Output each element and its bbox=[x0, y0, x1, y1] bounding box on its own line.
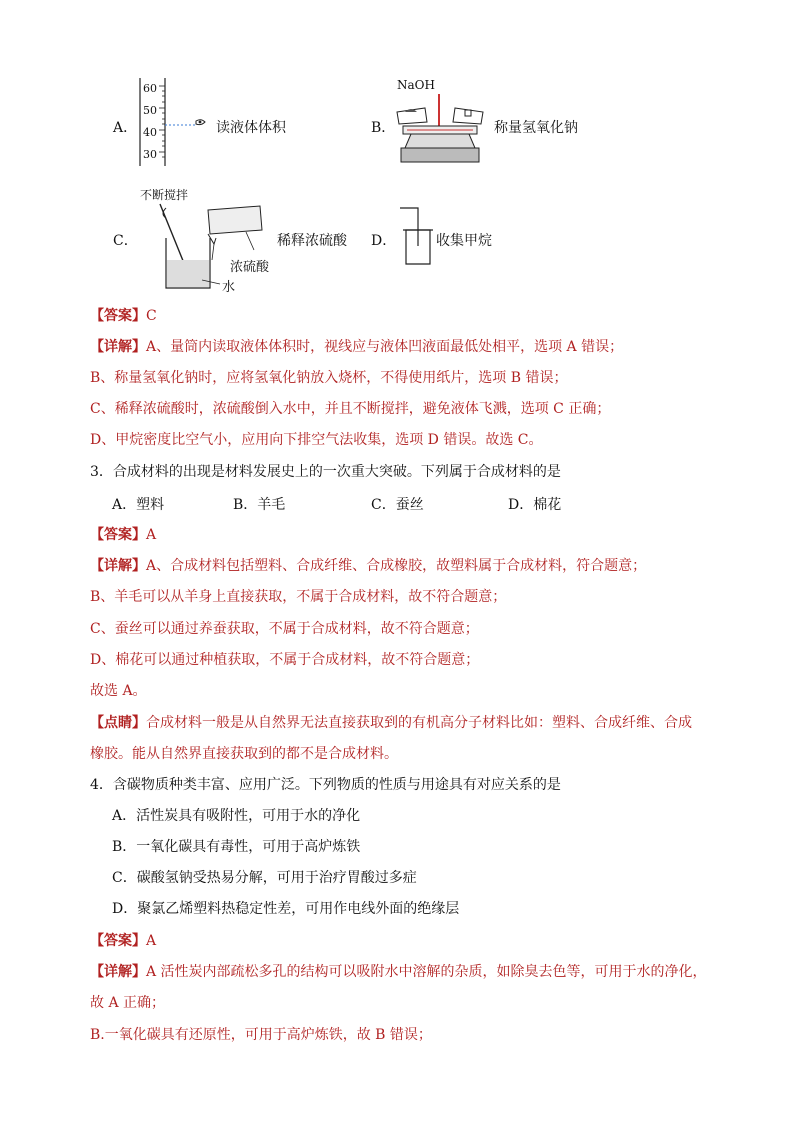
balance-scale-figure bbox=[393, 92, 493, 168]
option-c-caption: 稀释浓硫酸 bbox=[277, 233, 347, 249]
q3-answer-line bbox=[90, 525, 156, 545]
q2-detail-line-4: D、甲烷密度比空气小，应用向下排空气法收集，选项 D 错误。故选 C。 bbox=[90, 432, 543, 448]
q4-detail-tag: 【详解】 bbox=[90, 964, 146, 980]
gas-collection-figure bbox=[398, 206, 434, 268]
q2-answer-line bbox=[90, 306, 157, 326]
tick-label-50: 50 bbox=[143, 104, 157, 117]
tick-label-60: 60 bbox=[143, 82, 157, 95]
q3-point-tag: 【点睛】 bbox=[90, 715, 146, 731]
naoh-label: NaOH bbox=[397, 78, 435, 92]
q3-option-d: D．棉花 bbox=[508, 497, 562, 513]
q3-conclusion: 故选 A。 bbox=[90, 683, 147, 699]
q4-option-c: C．碳酸氢钠受热易分解，可用于治疗胃酸过多症 bbox=[112, 870, 417, 886]
acid-label: 浓硫酸 bbox=[230, 260, 270, 275]
q3-stem: 3．合成材料的出现是材料发展史上的一次重大突破。下列属于合成材料的是 bbox=[90, 464, 561, 480]
option-b-letter: B． bbox=[371, 120, 396, 136]
q3-point-line-2: 橡胶。能从自然界直接获取到的都不是合成材料。 bbox=[90, 746, 398, 762]
q3-detail-line-3: C、蚕丝可以通过养蚕获取，不属于合成材料，故不符合题意； bbox=[90, 621, 479, 637]
q4-answer-tag: 【答案】 bbox=[90, 933, 146, 949]
option-a-caption: 读液体体积 bbox=[216, 120, 286, 136]
q2-detail-line-1: 【详解】A、量筒内读取液体体积时，视线应与液体凹液面最低处相平，选项 A 错误； bbox=[90, 339, 624, 355]
q2-detail-line-2: B、称量氢氧化钠时，应将氢氧化钠放入烧杯，不得使用纸片，选项 B 错误； bbox=[90, 370, 568, 386]
q3-detail-tag: 【详解】 bbox=[90, 558, 146, 574]
q3-detail-line-2: B、羊毛可以从羊身上直接获取，不属于合成材料，故不符合题意； bbox=[90, 589, 507, 605]
option-b-caption: 称量氢氧化钠 bbox=[494, 120, 578, 136]
q4-stem: 4．含碳物质种类丰富、应用广泛。下列物质的性质与用途具有对应关系的是 bbox=[90, 777, 561, 793]
q4-option-b: B．一氧化碳具有毒性，可用于高炉炼铁 bbox=[112, 839, 361, 855]
q3-option-a: A．塑料 bbox=[112, 497, 165, 513]
stir-label: 不断搅拌 bbox=[140, 188, 189, 202]
q2-detail-line-3: C、稀释浓硫酸时，浓硫酸倒入水中，并且不断搅拌，避免液体飞溅，选项 C 正确； bbox=[90, 401, 611, 417]
tick-label-30: 30 bbox=[143, 148, 157, 161]
q2-answer-value: C bbox=[146, 308, 157, 324]
q4-detail-line-2: 故 A 正确； bbox=[90, 995, 166, 1011]
q3-answer-tag: 【答案】 bbox=[90, 527, 146, 543]
dilution-figure bbox=[150, 200, 280, 292]
option-d-letter: D． bbox=[371, 233, 397, 249]
option-a-letter: A． bbox=[113, 120, 138, 136]
q3-option-b: B．羊毛 bbox=[233, 497, 286, 513]
option-c-letter: C． bbox=[113, 233, 138, 249]
water-label: 水 bbox=[222, 280, 236, 295]
q4-answer-value: A bbox=[146, 933, 157, 949]
q2-answer-tag: 【答案】 bbox=[90, 308, 146, 324]
q2-detail-tag: 【详解】 bbox=[90, 339, 146, 355]
q4-detail-line-3: B.一氧化碳具有还原性，可用于高炉炼铁，故 B 错误； bbox=[90, 1027, 432, 1043]
q4-option-d: D．聚氯乙烯塑料热稳定性差，可用作电线外面的绝缘层 bbox=[112, 901, 460, 917]
q4-answer-line bbox=[90, 931, 156, 951]
q3-point-line-1: 【点睛】合成材料一般是从自然界无法直接获取到的有机高分子材料比如：塑料、合成纤维、合成 bbox=[90, 715, 692, 731]
q3-option-c: C．蚕丝 bbox=[371, 497, 424, 513]
q3-detail-line-4: D、棉花可以通过种植获取，不属于合成材料，故不符合题意； bbox=[90, 652, 480, 668]
q4-option-a: A．活性炭具有吸附性，可用于水的净化 bbox=[112, 808, 361, 824]
q3-answer-value: A bbox=[146, 527, 157, 543]
tick-label-40: 40 bbox=[143, 126, 157, 139]
option-d-caption: 收集甲烷 bbox=[436, 233, 492, 249]
q4-detail-line-1: 【详解】A 活性炭内部疏松多孔的结构可以吸附水中溶解的杂质，如除臭去色等，可用于水的净化， bbox=[90, 964, 707, 980]
q3-detail-line-1: 【详解】A、合成材料包括塑料、合成纤维、合成橡胶，故塑料属于合成材料，符合题意； bbox=[90, 558, 647, 574]
